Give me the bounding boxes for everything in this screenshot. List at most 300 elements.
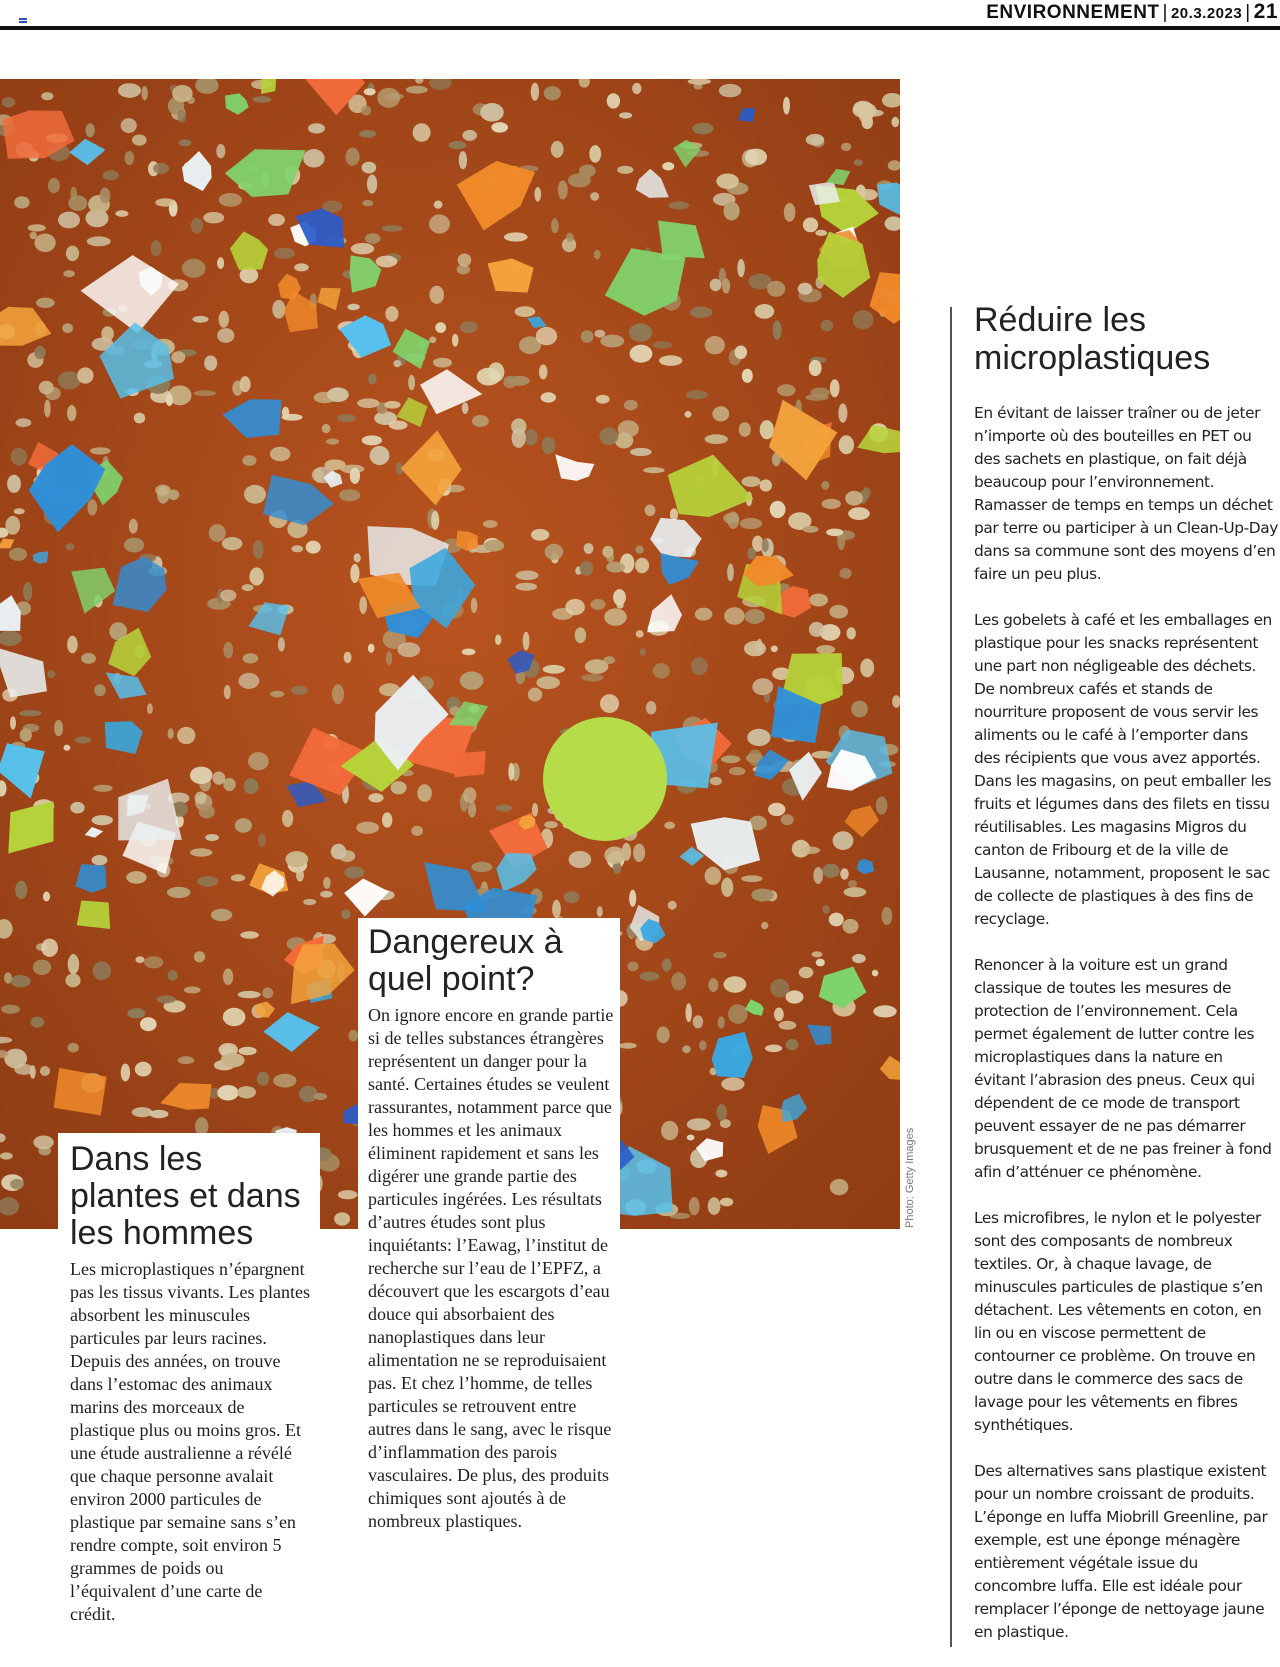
sand-grain xyxy=(822,905,829,914)
sand-grain xyxy=(370,446,390,465)
sand-grain xyxy=(686,1003,692,1022)
sand-grain xyxy=(239,1047,257,1055)
sand-grain xyxy=(253,540,264,559)
sand-grain xyxy=(477,368,501,386)
sand-grain xyxy=(882,907,893,925)
sand-grain xyxy=(332,684,344,704)
sand-grain xyxy=(727,564,734,582)
sand-grain xyxy=(639,648,646,656)
sand-grain xyxy=(747,548,755,560)
sand-grain xyxy=(2,97,16,107)
sand-grain xyxy=(356,822,379,834)
sand-grain xyxy=(761,922,768,930)
sand-grain xyxy=(217,1085,239,1100)
sand-grain xyxy=(219,193,243,207)
sand-grain xyxy=(844,887,867,897)
sand-grain xyxy=(600,335,624,348)
sand-grain xyxy=(543,665,565,674)
sand-grain xyxy=(217,328,234,343)
sand-grain xyxy=(213,772,226,785)
sand-grain xyxy=(604,608,627,625)
sidebar-paragraph: Des alternatives sans plastique existent pour un nombre croissant de produits. L’éponge en luffa Miobrill Greenline, par exemple, est une éponge ménagère entièrement végétale issue du concombre luffa. Elle est idéale pour remplacer l’éponge de nettoyage jaune en plastique. xyxy=(974,1462,1268,1641)
sand-grain xyxy=(471,862,492,872)
sand-grain xyxy=(685,411,692,418)
sand-grain xyxy=(359,130,376,138)
sand-grain xyxy=(350,564,359,583)
sand-grain xyxy=(308,123,325,133)
sand-grain xyxy=(569,851,592,868)
sand-grain xyxy=(594,250,601,260)
sand-grain xyxy=(303,149,324,168)
sand-grain xyxy=(551,141,564,158)
sand-grain xyxy=(462,402,469,414)
sand-grain xyxy=(712,406,729,421)
sand-grain xyxy=(635,546,643,554)
sand-grain xyxy=(449,141,467,149)
sand-grain xyxy=(361,106,371,116)
sand-grain xyxy=(632,83,641,94)
sand-grain xyxy=(815,230,827,236)
sand-grain xyxy=(604,847,625,865)
article-title-danger: Dangereux à quel point? xyxy=(368,923,563,998)
sand-grain xyxy=(462,649,476,656)
sand-grain xyxy=(221,1053,245,1068)
sand-grain xyxy=(853,310,874,329)
sand-grain xyxy=(124,538,144,553)
sand-grain xyxy=(525,429,538,445)
sand-grain xyxy=(854,159,863,166)
sand-grain xyxy=(285,851,308,867)
sand-grain xyxy=(34,346,45,360)
sand-grain xyxy=(413,123,431,142)
header-rule xyxy=(0,26,1280,30)
sand-grain xyxy=(385,306,398,322)
sand-grain xyxy=(742,476,761,487)
sand-grain xyxy=(248,752,269,770)
sand-grain xyxy=(15,881,27,899)
sand-grain xyxy=(121,118,137,133)
sand-grain xyxy=(691,657,708,675)
sand-grain xyxy=(468,801,476,817)
sand-grain xyxy=(70,802,84,814)
sand-grain xyxy=(64,745,71,751)
sand-grain xyxy=(536,327,557,345)
sand-grain xyxy=(54,720,63,736)
sand-grain xyxy=(224,685,231,699)
sand-grain xyxy=(630,345,653,363)
sand-grain xyxy=(67,405,76,421)
sand-grain xyxy=(47,670,55,678)
sand-grain xyxy=(768,803,785,816)
sand-grain xyxy=(10,1179,24,1189)
sand-grain xyxy=(822,864,840,878)
sand-grain xyxy=(350,468,360,484)
sand-grain xyxy=(662,958,672,971)
sand-grain xyxy=(829,913,844,927)
sand-grain xyxy=(1,1005,20,1014)
sand-grain xyxy=(816,959,825,967)
sand-grain xyxy=(282,414,303,421)
sand-grain xyxy=(771,646,778,653)
sand-grain xyxy=(270,447,291,462)
sand-grain xyxy=(296,869,304,882)
sand-grain xyxy=(786,1039,799,1050)
sand-grain xyxy=(629,323,652,341)
sand-grain xyxy=(774,1008,784,1022)
sand-grain xyxy=(429,286,444,304)
sand-grain xyxy=(722,278,730,293)
sand-grain xyxy=(126,871,146,884)
sand-grain xyxy=(661,1121,678,1140)
sand-grain xyxy=(541,392,556,402)
sand-grain xyxy=(9,548,27,561)
sand-grain xyxy=(767,281,785,297)
sand-grain xyxy=(536,676,560,689)
sand-grain xyxy=(721,878,733,897)
plastic-fragment xyxy=(77,901,110,930)
sand-grain xyxy=(347,304,359,311)
sand-grain xyxy=(833,831,854,850)
sand-grain xyxy=(323,877,331,889)
sand-grain xyxy=(600,694,619,713)
sand-grain xyxy=(745,149,767,166)
sand-grain xyxy=(581,674,603,682)
sand-grain xyxy=(4,972,12,983)
sidebar-paragraph: En évitant de laisser traîner ou de jeter n’importe où des bouteilles en PET ou des sachets en plastique, on fait déjà beaucoup pour l’environnement. Ramasser de temps en temps un déchet par terre ou participer à un Clean-Up-Day dans sa commune sont des moyens d’en faire un peu plus. xyxy=(974,404,1278,583)
sand-grain xyxy=(552,900,561,918)
sand-grain xyxy=(484,540,504,552)
sand-grain xyxy=(803,526,819,533)
sand-grain xyxy=(452,334,459,347)
sand-grain xyxy=(140,1017,157,1031)
sand-grain xyxy=(320,891,333,898)
sand-grain xyxy=(742,369,753,383)
sand-grain xyxy=(606,562,625,573)
sand-grain xyxy=(294,263,309,271)
sand-grain xyxy=(760,479,772,491)
sand-grain xyxy=(710,279,722,292)
sand-grain xyxy=(14,196,30,208)
sand-grain xyxy=(7,475,21,493)
sand-grain xyxy=(194,390,216,396)
sand-grain xyxy=(129,519,138,534)
sand-grain xyxy=(718,1016,725,1028)
sand-grain xyxy=(840,868,849,879)
sand-grain xyxy=(523,632,530,651)
sand-grain xyxy=(756,639,763,656)
sand-grain xyxy=(382,812,392,827)
sand-grain xyxy=(150,1110,169,1119)
sand-grain xyxy=(532,803,538,817)
sand-grain xyxy=(821,320,834,332)
sand-grain xyxy=(39,381,54,395)
sand-grain xyxy=(240,376,251,392)
sand-grain xyxy=(687,1118,711,1130)
sand-grain xyxy=(81,653,96,664)
sand-grain xyxy=(354,553,361,562)
sand-grain xyxy=(238,991,261,998)
sand-grain xyxy=(337,414,356,422)
sand-grain xyxy=(805,394,829,401)
sand-grain xyxy=(531,83,539,101)
sand-grain xyxy=(653,341,672,348)
sand-grain xyxy=(92,855,108,865)
sand-grain xyxy=(31,1017,45,1028)
sand-grain xyxy=(739,422,751,436)
sand-grain xyxy=(798,283,813,295)
sand-grain xyxy=(368,373,376,384)
sand-grain xyxy=(23,582,32,601)
sand-grain xyxy=(134,413,145,424)
sand-grain xyxy=(534,187,541,202)
sand-grain xyxy=(223,968,233,985)
sand-grain xyxy=(431,511,439,530)
sand-grain xyxy=(147,703,153,714)
sand-grain xyxy=(94,684,106,696)
sand-grain xyxy=(36,298,55,308)
sand-grain xyxy=(590,192,599,201)
sand-grain xyxy=(809,594,828,607)
sand-grain xyxy=(75,736,92,743)
sand-grain xyxy=(365,233,381,244)
sand-grain xyxy=(618,420,639,437)
sand-grain xyxy=(203,212,224,223)
sand-grain xyxy=(16,418,32,427)
sand-grain xyxy=(58,371,81,389)
sand-grain xyxy=(585,659,609,674)
sand-grain xyxy=(278,637,285,651)
green-bead xyxy=(543,717,667,841)
sand-grain xyxy=(199,805,215,819)
sand-grain xyxy=(217,257,224,269)
sand-grain xyxy=(357,398,379,408)
sand-grain xyxy=(429,337,436,344)
sand-grain xyxy=(845,491,863,506)
sand-grain xyxy=(92,815,113,825)
sand-grain xyxy=(891,117,899,127)
sand-grain xyxy=(471,598,478,613)
sand-grain xyxy=(847,627,856,639)
sand-grain xyxy=(244,778,259,794)
sand-grain xyxy=(171,351,185,363)
sand-grain xyxy=(646,701,656,714)
sand-grain xyxy=(715,1170,727,1178)
sand-grain xyxy=(860,659,874,678)
sand-grain xyxy=(118,83,141,98)
sand-grain xyxy=(671,972,686,990)
sand-grain xyxy=(633,844,645,862)
sand-grain xyxy=(528,688,542,702)
page-number: 21 xyxy=(1253,0,1278,23)
sand-grain xyxy=(662,162,674,170)
sand-grain xyxy=(216,144,225,158)
sand-grain xyxy=(63,270,75,277)
sand-grain xyxy=(783,97,790,115)
sand-grain xyxy=(100,188,111,204)
sand-grain xyxy=(238,673,259,689)
sand-grain xyxy=(252,96,271,103)
sand-grain xyxy=(829,605,848,619)
sand-grain xyxy=(219,311,229,328)
sand-grain xyxy=(531,529,549,541)
sand-grain xyxy=(495,635,501,646)
sand-grain xyxy=(121,1064,130,1082)
sand-grain xyxy=(367,175,377,194)
sand-grain xyxy=(843,919,859,934)
sand-grain xyxy=(617,166,633,174)
sand-grain xyxy=(132,1107,153,1117)
sand-grain xyxy=(417,784,432,802)
sand-grain xyxy=(693,1015,703,1028)
sand-grain xyxy=(273,1074,296,1088)
sand-grain xyxy=(168,728,174,739)
sand-grain xyxy=(762,539,769,552)
sand-grain xyxy=(66,543,75,550)
sand-grain xyxy=(222,537,243,550)
sand-grain xyxy=(58,212,80,229)
sand-grain xyxy=(0,1152,13,1159)
sand-grain xyxy=(724,607,744,625)
article-title-plants: Dans les plantes et dans les hommes xyxy=(70,1140,301,1252)
section-name: ENVIRONNEMENT xyxy=(986,2,1160,23)
sand-grain xyxy=(242,584,254,591)
sand-grain xyxy=(344,866,364,878)
sand-grain xyxy=(740,518,762,529)
sand-grain xyxy=(460,321,478,333)
sand-grain xyxy=(594,330,605,338)
sand-grain xyxy=(30,232,37,240)
sand-grain xyxy=(348,1030,358,1042)
sand-grain xyxy=(66,246,79,262)
sand-grain xyxy=(172,85,193,102)
sand-grain xyxy=(784,203,796,222)
sand-grain xyxy=(70,187,77,201)
sand-grain xyxy=(803,218,818,233)
sand-grain xyxy=(716,1104,727,1121)
sand-grain xyxy=(627,962,638,972)
sand-grain xyxy=(20,728,32,742)
sand-grain xyxy=(639,972,659,981)
header-mark-icon xyxy=(19,18,27,23)
sand-grain xyxy=(809,622,825,637)
sand-grain xyxy=(368,793,383,802)
sand-grain xyxy=(721,1077,744,1090)
sand-grain xyxy=(44,400,51,418)
sand-grain xyxy=(544,86,561,100)
sand-grain xyxy=(389,421,408,430)
issue-date: 20.3.2023 xyxy=(1170,5,1243,22)
sand-grain xyxy=(724,202,740,221)
sand-grain xyxy=(157,995,176,1003)
sand-grain xyxy=(33,1136,53,1150)
sand-grain xyxy=(737,259,745,277)
sand-grain xyxy=(765,1045,782,1053)
sand-grain xyxy=(558,180,568,199)
sand-grain xyxy=(240,931,259,939)
sand-grain xyxy=(630,448,652,456)
sand-grain xyxy=(708,1197,721,1215)
sand-grain xyxy=(327,387,349,402)
sand-grain xyxy=(723,513,739,524)
sand-grain xyxy=(503,376,516,389)
sand-grain xyxy=(77,367,93,383)
sand-grain xyxy=(249,567,263,585)
sand-grain xyxy=(695,608,713,621)
sand-grain xyxy=(195,792,207,804)
sand-grain xyxy=(393,360,401,367)
sand-grain xyxy=(435,322,446,333)
sand-grain xyxy=(179,140,192,147)
sand-grain xyxy=(155,198,175,206)
sand-grain xyxy=(178,1056,195,1064)
sand-grain xyxy=(463,787,476,803)
sand-grain xyxy=(33,960,51,975)
sand-grain xyxy=(690,307,713,319)
sand-grain xyxy=(636,630,644,638)
sand-grain xyxy=(192,316,208,323)
sand-grain xyxy=(839,435,854,454)
sidebar-paragraph: Les microfibres, le nylon et le polyester sont des composants de nombreux textiles. Or, à chaque lavage, de minuscules particules de plastique s’en détachent. Les vêtements en coton, en lin ou en viscose permettent de contourner ce problème. On trouve en outre dans le commerce des sacs de lavage pour les vêtements en fibres synthétiques. xyxy=(974,1209,1263,1434)
sand-grain xyxy=(483,520,498,528)
sand-grain xyxy=(699,1040,707,1050)
sand-grain xyxy=(223,1008,246,1026)
sand-grain xyxy=(705,336,725,354)
sand-grain xyxy=(408,375,415,391)
sand-grain xyxy=(68,1043,79,1053)
sand-grain xyxy=(873,1005,896,1017)
sand-grain xyxy=(182,259,206,278)
sand-grain xyxy=(491,122,508,132)
sand-grain xyxy=(377,88,400,108)
sand-grain xyxy=(334,1212,350,1225)
sand-grain xyxy=(127,1008,145,1018)
sand-grain xyxy=(848,507,870,520)
sand-grain xyxy=(41,92,53,100)
sand-grain xyxy=(719,84,742,97)
sand-grain xyxy=(599,427,618,445)
sand-grain xyxy=(87,236,111,246)
sand-grain xyxy=(752,678,773,695)
header-text: ENVIRONNEMENT | 20.3.2023 | 21 xyxy=(986,0,1278,23)
sand-grain xyxy=(872,970,878,977)
sand-grain xyxy=(93,785,112,792)
sand-grain xyxy=(429,214,450,233)
sand-grain xyxy=(235,818,252,832)
sand-grain xyxy=(5,516,20,535)
sand-grain xyxy=(67,636,78,654)
article-body-danger: On ignore encore en grande partie si de telles substances étrangères représentent un danger pour la santé. Certaines études se veulent rassurantes, notamment parce que les hommes et les animaux éliminent rapidement et sans les digérer une grande partie des particules ingérées. Les résultats d’autres études sont plus inquiétants: l’Eawag, l’institut de recherche sur l’eau de l’EPFZ, a découvert que les escargots d’eau douce qui absorbaient des nanoplastiques dans leur alimentation ne se reproduisaient pas. Et chez l’homme, de telles particules se retrouvent entre autres dans le sang, avec le risque d’inflammation des parois vasculaires. De plus, des produits chimiques sont ajoutés à de nombreux plastiques. xyxy=(368,1005,614,1531)
sand-grain xyxy=(863,487,871,499)
sand-grain xyxy=(11,975,31,987)
sand-grain xyxy=(821,481,829,490)
sand-grain xyxy=(87,499,97,515)
sand-grain xyxy=(209,524,226,542)
sand-grain xyxy=(151,240,162,256)
sand-grain xyxy=(760,420,774,439)
sand-grain xyxy=(125,151,135,165)
sand-grain xyxy=(581,330,594,343)
sand-grain xyxy=(575,627,586,643)
sand-grain xyxy=(292,545,304,552)
sand-grain xyxy=(516,571,539,581)
sand-grain xyxy=(545,544,564,560)
sand-grain xyxy=(566,233,574,242)
sidebar-tips xyxy=(974,402,1278,1667)
sand-grain xyxy=(721,755,741,763)
sand-grain xyxy=(258,833,265,847)
sand-grain xyxy=(244,485,266,504)
sand-grain xyxy=(653,663,670,679)
